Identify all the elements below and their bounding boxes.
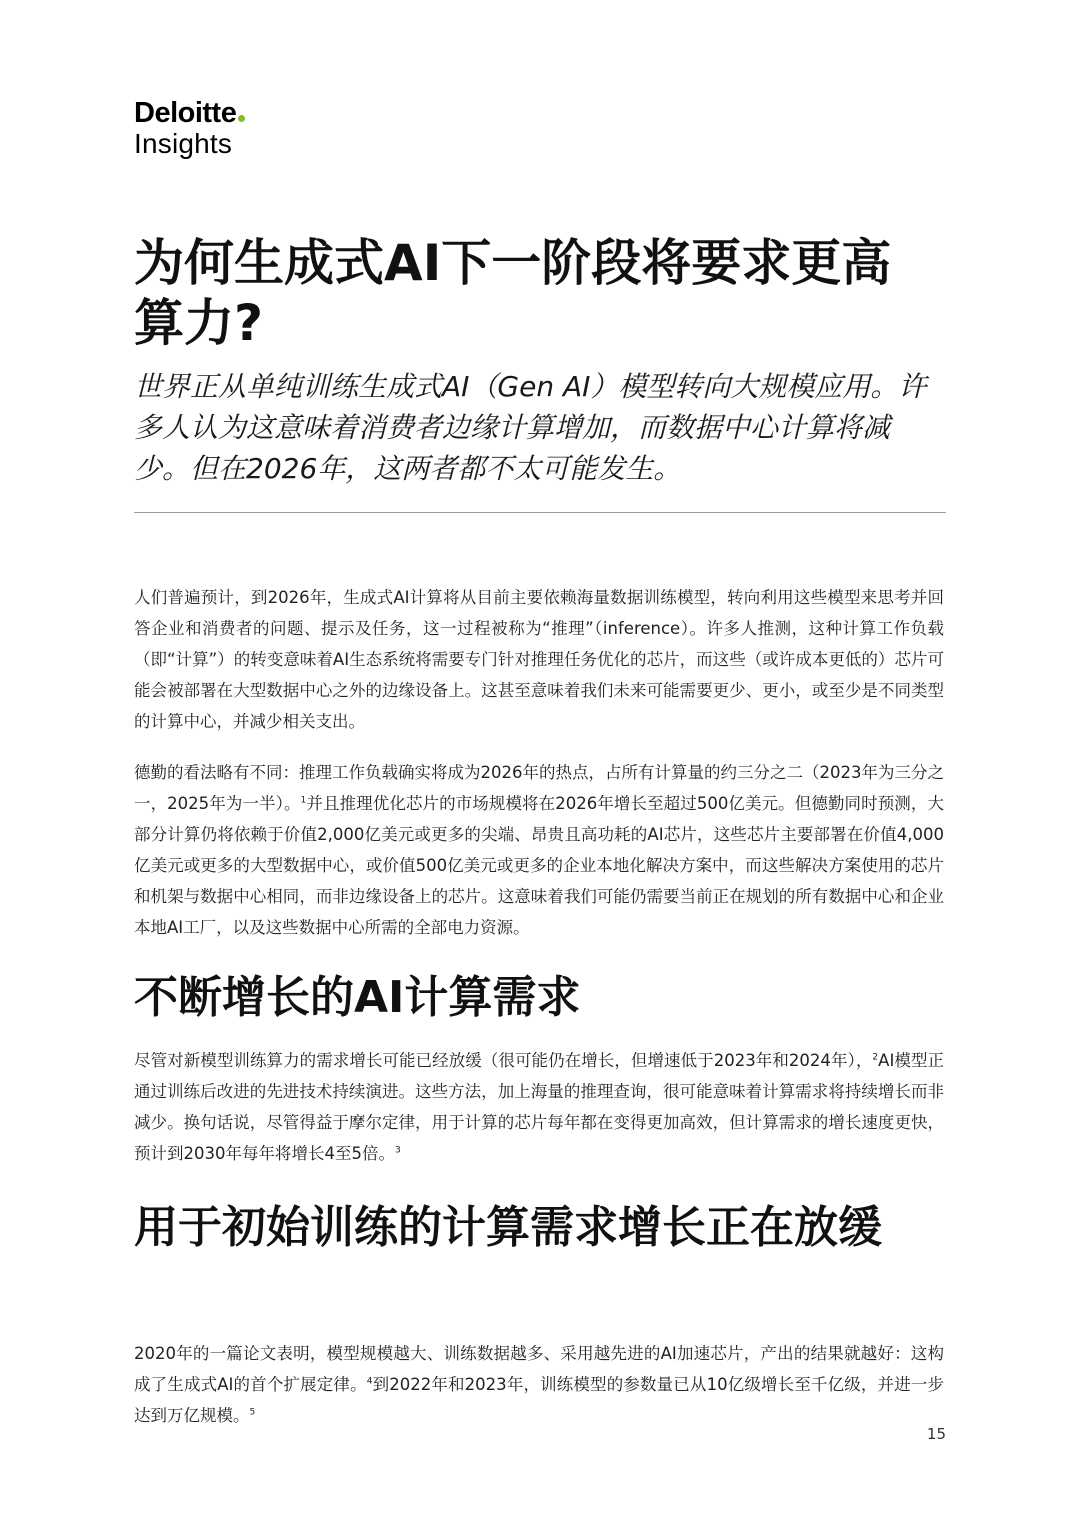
footnote-ref: 3 bbox=[395, 1145, 401, 1156]
divider bbox=[134, 512, 946, 513]
article-title: 为何生成式AI下一阶段将要求更高算力? bbox=[134, 234, 892, 352]
article-subtitle: 世界正从单纯训练生成式AI（Gen AI）模型转向大规模应用。许多人认为这意味着消费者边缘计算增加，而数据中心计算将减少。但在2026年，这两者都不太可能发生。 bbox=[134, 370, 927, 485]
footnote-ref: 1 bbox=[300, 795, 307, 806]
paragraph-intro: 人们普遍预计，到2026年，生成式AI计算将从目前主要依赖海量数据训练模型，转向利用这些模型来思考并回答企业和消费者的问题、提示及任务，这一过程被称为“推理”（inference）。许多人推测，这种计算工作负载（即“计算”）的转变意味着AI生态系统将需要专门针对推理任务优化的芯片，而这些（或许成本更低的）芯片可能会被部署在大型数据中心之外的边缘设备上。这甚至意味着我们未来可能需要更少、更小，或至少是不同类型的计算中心，并减少相关支出。 bbox=[134, 588, 944, 731]
paragraph-compute-demand: 尽管对新模型训练算力的需求增长可能已经放缓（很可能仍在增长，但增速低于2023年和2024年），$^2$AI模型正通过训练后改进的先进技术持续演进。这些方法，加上海量的推理查询，很可能意味着计算需求将持续增长而非减少。换句话说，尽管得益于摩尔定律，用于计算的芯片每年都在变得更加高效，但计算需求的增长速度更快，预计到2030年每年将增长4至5倍。$^3$ bbox=[134, 1051, 945, 1163]
footnote-ref: 2 bbox=[872, 1052, 879, 1063]
footnote-ref: 4 bbox=[366, 1376, 373, 1387]
footnote-ref: 5 bbox=[249, 1407, 256, 1418]
section-heading-compute-demand: 不断增长的AI计算需求 bbox=[134, 972, 581, 1023]
section-heading-training-slowdown: 用于初始训练的计算需求增长正在放缓 bbox=[134, 1202, 882, 1253]
paragraph-scaling-law: 2020年的一篇论文表明，模型规模越大、训练数据越多、采用越先进的AI加速芯片，产出的结果就越好：这构成了生成式AI的首个扩展定律。$^4$到2022年和2023年，训练模型的参数量已从10亿级增长至千亿级，并进一步达到万亿规模。$^5$ bbox=[134, 1344, 944, 1425]
brand-dot-icon bbox=[238, 115, 245, 122]
brand-name: Deloitte bbox=[134, 97, 237, 129]
brand-subname: Insights bbox=[134, 128, 233, 159]
paragraph-deloitte-view: 德勤的看法略有不同：推理工作负载确实将成为2026年的热点，占所有计算量的约三分之二（2023年为三分之一，2025年为一半）。$^1$并且推理优化芯片的市场规模将在2026年增长至超过500亿美元。但德勤同时预测，大部分计算仍将依赖于价值2,000亿美元或更多的尖端、昂贵且高功耗的AI芯片，这些芯片主要部署在价值4,000亿美元或更多的大型数据中心，或价值500亿美元或更多的企业本地化解决方案中，而这些解决方案使用的芯片和机架与数据中心相同，而非边缘设备上的芯片。这意味着我们可能仍需要当前正在规划的所有数据中心和企业本地AI工厂，以及这些数据中心所需的全部电力资源。 bbox=[134, 763, 944, 937]
page-number: 15 bbox=[926, 1425, 946, 1443]
deloitte-insights-logo bbox=[134, 97, 245, 159]
